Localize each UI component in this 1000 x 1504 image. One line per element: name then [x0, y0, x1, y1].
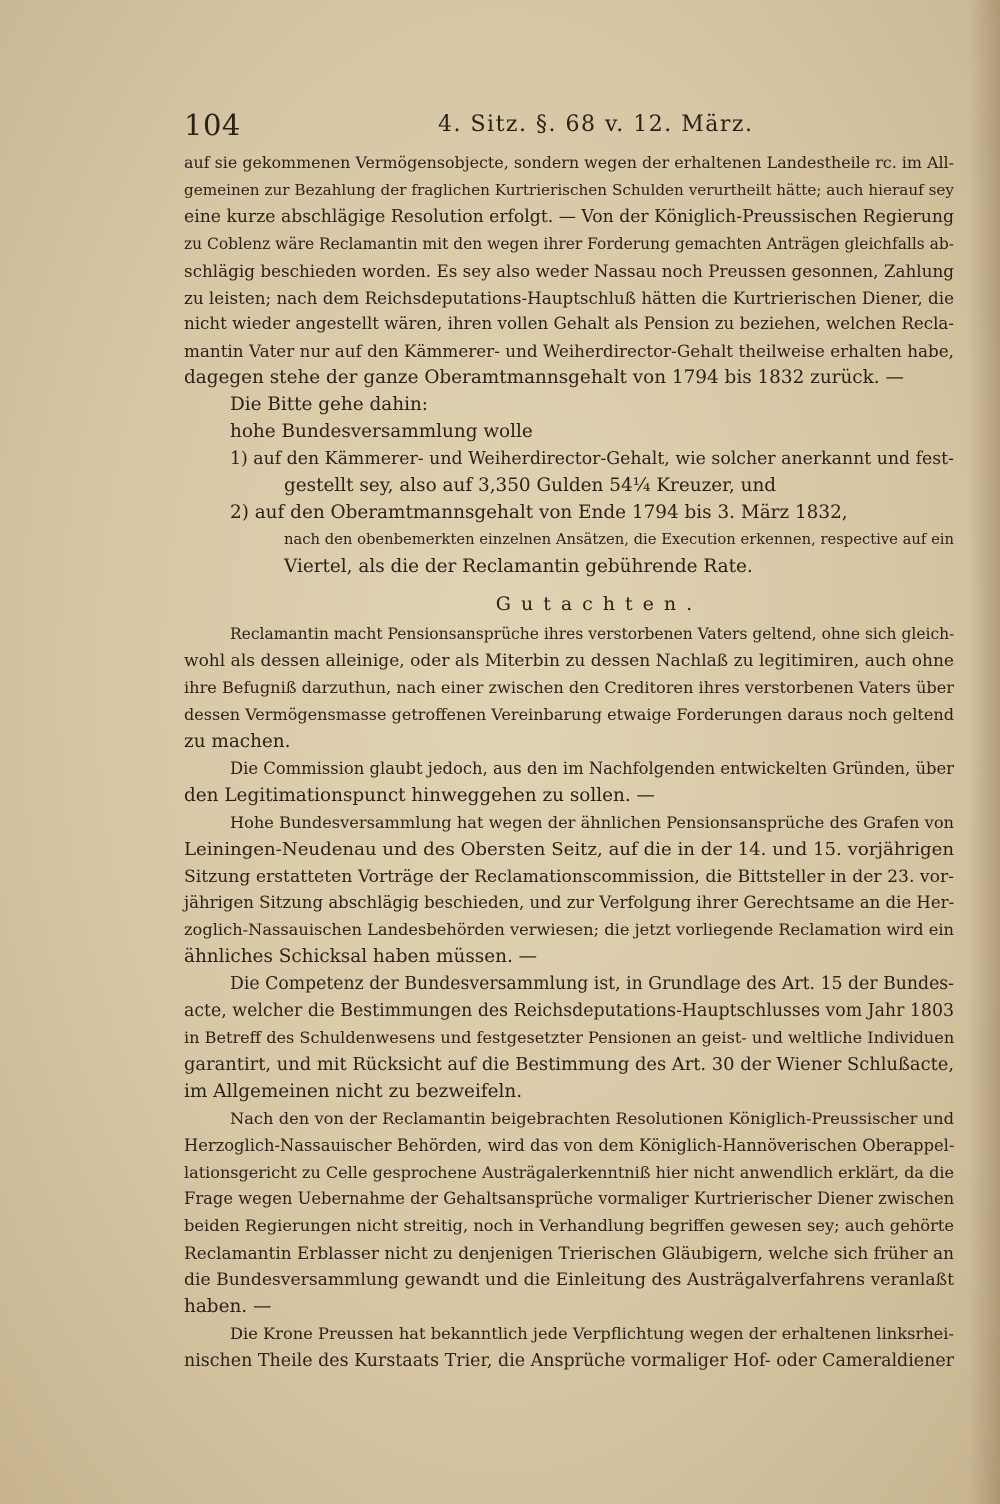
text-line: Die Krone Preussen hat bekanntlich jede Verpflichtung wegen der erhaltenen linksrhei-: [230, 1323, 954, 1343]
text-line: ihre Befugniß darzuthun, nach einer zwischen den Creditoren ihres verstorbenen Vaters über: [184, 678, 954, 698]
text-line: Die Commission glaubt jedoch, aus den im Nachfolgenden entwickelten Gründen, über: [230, 758, 954, 778]
text-line: nicht wieder angestellt wären, ihren vollen Gehalt als Pension zu beziehen, welchen Recla-: [184, 314, 954, 334]
section-heading: Gutachten.: [495, 592, 703, 615]
opening-paragraph: [184, 150, 954, 392]
text-line: schlägig beschieden worden. Es sey also weder Nassau noch Preussen gesonnen, Zahlung: [184, 260, 954, 281]
paragraph-6: [184, 1321, 954, 1375]
text-line: Hohe Bundesversammlung hat wegen der ähnlichen Pensionsansprüche des Grafen von: [230, 812, 954, 832]
text-line: wohl als dessen alleinige, oder als Miterbin zu dessen Nachlaß zu legitimiren, auch ohne: [184, 651, 954, 672]
text-line: lationsgericht zu Celle gesprochene Austrägalerkenntniß hier nicht anwendlich erklärt, da die: [184, 1162, 954, 1182]
paragraph-5: [184, 1106, 954, 1321]
text-line: auf sie gekommenen Vermögensobjecte, sondern wegen der erhaltenen Landestheile rc. im All-: [184, 153, 954, 172]
text-line: dessen Vermögensmasse getroffenen Vereinbarung etwaige Forderungen daraus noch geltend: [184, 705, 954, 725]
text-line: Frage wegen Uebernahme der Gehaltsansprüche vormaliger Kurtrierischer Diener zwischen: [184, 1189, 955, 1209]
text-line: zu Coblenz wäre Reclamantin mit den wegen ihrer Forderung gemachten Anträgen gleichfalls ab-: [184, 234, 954, 253]
paragraph-2: [184, 756, 954, 810]
paragraph-1: [184, 621, 954, 756]
text-line: zu machen.: [184, 731, 291, 753]
request-block: [184, 392, 954, 580]
text-line: Herzoglich-Nassauischer Behörden, wird das von dem Königlich-Hannöverischen Oberappel-: [184, 1135, 955, 1155]
text-line: die Bundesversammlung gewandt und die Einleitung des Austrägalverfahrens veranlaßt: [184, 1270, 954, 1291]
text-line: Leiningen-Neudenau und des Obersten Seitz, auf die in der 14. und 15. vorjährigen: [184, 838, 954, 860]
body-text: [184, 150, 954, 1375]
request-item-2-cont: Viertel, als die der Reclamantin gebührende Rate.: [284, 555, 753, 577]
text-line: eine kurze abschlägige Resolution erfolgt. — Von der Königlich-Preussischen Regierung: [184, 206, 954, 227]
text-line: haben. —: [184, 1296, 272, 1318]
page-header: [184, 108, 954, 148]
text-line: im Allgemeinen nicht zu bezweifeln.: [184, 1080, 523, 1102]
text-line: Reclamantin Erblasser nicht zu denjenigen Trierischen Gläubigern, welche sich früher an: [184, 1243, 954, 1264]
request-intro: Die Bitte gehe dahin:: [230, 394, 428, 416]
request-item-2: 2) auf den Oberamtmannsgehalt von Ende 1794 bis 3. März 1832,: [230, 501, 848, 523]
page-number: 104: [184, 108, 241, 142]
text-line: garantirt, und mit Rücksicht auf die Bestimmung des Art. 30 der Wiener Schlußacte,: [184, 1053, 954, 1075]
text-line: Sitzung erstatteten Vorträge der Reclamationscommission, die Bittsteller in der 23. vor-: [184, 866, 954, 887]
request-item-1: 1) auf den Kämmerer- und Weiherdirector-Gehalt, wie solcher anerkannt und fest-: [230, 448, 954, 469]
paragraph-3: [184, 810, 954, 971]
text-line: jährigen Sitzung abschlägig beschieden, und zur Verfolgung ihrer Gerechtsame an die Her-: [184, 893, 955, 913]
text-line: dagegen stehe der ganze Oberamtmannsgehalt von 1794 bis 1832 zurück. —: [184, 367, 904, 389]
text-line: mantin Vater nur auf den Kämmerer- und Weiherdirector-Gehalt theilweise erhalten habe,: [184, 341, 954, 362]
request-item-1-cont: gestellt sey, also auf 3,350 Gulden 54¼ Kreuzer, und: [284, 474, 777, 496]
text-line: beiden Regierungen nicht streitig, noch in Verhandlung begriffen gewesen sey; auch gehörte: [184, 1216, 954, 1236]
text-line: Reclamantin macht Pensionsansprüche ihres verstorbenen Vaters geltend, ohne sich gleich-: [230, 625, 955, 644]
running-head: 4. Sitz. §. 68 v. 12. März.: [438, 112, 754, 137]
paragraph-4: [184, 971, 954, 1106]
text-line: acte, welcher die Bestimmungen des Reichsdeputations-Hauptschlusses vom Jahr 1803: [184, 1001, 954, 1022]
text-line: zoglich-Nassauischen Landesbehörden verwiesen; die jetzt vorliegende Reclamation wird ein: [184, 920, 954, 940]
text-line: ähnliches Schicksal haben müssen. —: [184, 946, 538, 968]
text-line: Die Competenz der Bundesversammlung ist, in Grundlage des Art. 15 der Bundes-: [230, 974, 954, 995]
text-line: gemeinen zur Bezahlung der fraglichen Kurtrierischen Schulden verurtheilt hätte; auch hierauf sey: [184, 180, 954, 199]
text-line: den Legitimationspunct hinweggehen zu sollen. —: [184, 784, 655, 806]
page-edge-shadow: [968, 0, 1000, 1504]
text-line: nischen Theile des Kurstaats Trier, die Ansprüche vormaliger Hof- oder Cameraldiener: [184, 1350, 954, 1371]
request-item-2-cont: nach den obenbemerkten einzelnen Ansätzen, die Execution erkennen, respective auf ein: [284, 530, 954, 548]
text-line: Nach den von der Reclamantin beigebrachten Resolutionen Königlich-Preussischer und: [230, 1108, 954, 1128]
text-line: zu leisten; nach dem Reichsdeputations-Hauptschluß hätten die Kurtrierischen Diener, die: [184, 287, 954, 308]
request-lead: hohe Bundesversammlung wolle: [230, 421, 533, 443]
text-line: in Betreff des Schuldenwesens und festgesetzter Pensionen an geist- und weltliche Individuen: [184, 1028, 955, 1047]
